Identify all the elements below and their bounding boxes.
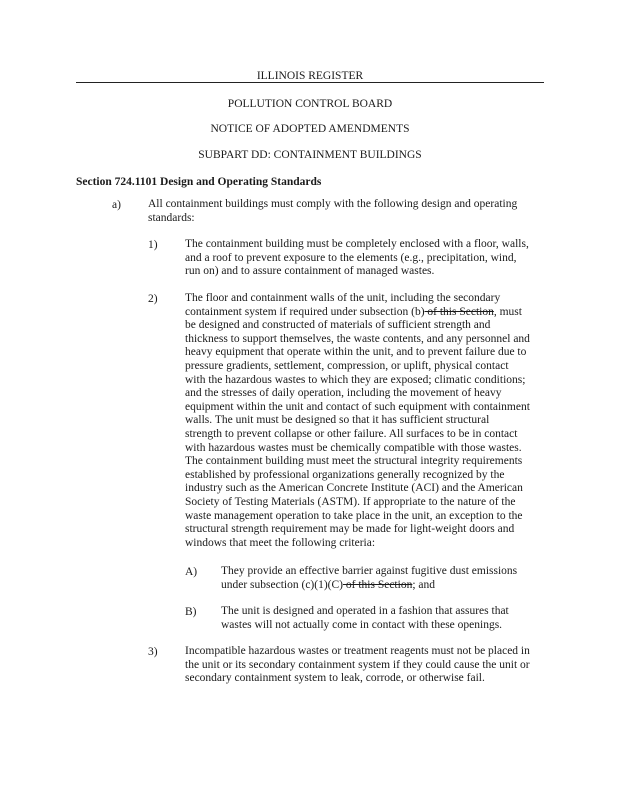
item-A-label: A) xyxy=(185,566,198,578)
text-line: be designed and constructed of materials of sufficient strength and xyxy=(185,319,491,332)
text-line: They provide an effective barrier against fugitive dust emissions xyxy=(221,565,518,577)
item-3-label: 3) xyxy=(148,646,158,658)
text-line: run on) and to assure containment of managed wastes. xyxy=(185,265,435,278)
text-line: established by professional organizations generally recognized by the xyxy=(185,468,505,481)
item-1-text xyxy=(185,238,547,279)
text-line: waste management operation to take place in the unit, an exception to the xyxy=(185,509,523,522)
text-line: with hazardous wastes must be chemically compatible with those wastes. xyxy=(185,441,522,454)
text-line: The containment building must be completely enclosed with a floor, walls, xyxy=(185,238,529,250)
text-line: windows that meet the following criteria: xyxy=(185,536,376,549)
header-rule xyxy=(76,82,544,83)
text-line: The containment building must meet the structural integrity requirements xyxy=(185,455,523,468)
subsection-a-text xyxy=(148,198,528,225)
text-line: equipment within the unit and contact of such equipment with containment xyxy=(185,400,530,413)
text-line: pressure gradients, settlement, compression, or uplift, physical contact xyxy=(185,359,509,372)
text-line: and a roof to prevent exposure to the elements (e.g., precipitation, wind, xyxy=(185,251,517,264)
struck-text: of this Section xyxy=(424,305,494,318)
subsection-a-label: a) xyxy=(112,199,121,211)
board-name: POLLUTION CONTROL BOARD xyxy=(227,98,393,110)
text-line: with the hazardous wastes to which they are exposed; climatic conditions; xyxy=(185,373,526,386)
item-B-label: B) xyxy=(185,606,197,618)
text-line: standards: xyxy=(148,211,195,224)
text-line: The floor and containment walls of the unit, including the secondary xyxy=(185,292,501,304)
text-line: secondary containment system to leak, corrode, or otherwise fail. xyxy=(185,672,485,685)
text-line: structural strength requirement may be made for light-weight doors and xyxy=(185,523,515,536)
register-header: ILLINOIS REGISTER xyxy=(256,70,364,82)
text-line: heavy equipment that operate within the unit, and to prevent failure due to xyxy=(185,346,527,359)
item-2-label: 2) xyxy=(148,293,158,305)
text-line: strength to prevent collapse or other failure. All surfaces to be in contact xyxy=(185,427,518,440)
notice-title: NOTICE OF ADOPTED AMENDMENTS xyxy=(210,123,410,135)
text-fragment: ; and xyxy=(412,578,436,591)
item-A-text xyxy=(221,565,541,592)
text-line: The unit is designed and operated in a fashion that assures that xyxy=(221,605,509,617)
text-line: and the stresses of daily operation, including the movement of heavy xyxy=(185,387,502,400)
text-line: All containment buildings must comply with the following design and operating xyxy=(148,198,518,210)
subpart-title: SUBPART DD: CONTAINMENT BUILDINGS xyxy=(198,149,422,161)
item-B-text xyxy=(221,605,541,632)
text-line: Incompatible hazardous wastes or treatment reagents must not be placed in xyxy=(185,645,530,657)
text-fragment: , must xyxy=(493,305,522,318)
text-line: wastes will not actually come in contact with these openings. xyxy=(221,618,503,631)
text-fragment: under subsection (c)(1)(C) xyxy=(221,578,343,591)
text-line xyxy=(185,306,547,320)
text-line: walls. The unit must be designed so that it has sufficient structural xyxy=(185,414,490,427)
text-line: thickness to support themselves, the waste contents, and any personnel and xyxy=(185,332,530,345)
text-fragment: containment system if required under subsection (b) xyxy=(185,305,425,318)
text-line: Society of Testing Materials (ASTM). If appropriate to the nature of the xyxy=(185,495,516,508)
section-title: Section 724.1101 Design and Operating Standards xyxy=(76,176,322,188)
item-3-text xyxy=(185,645,547,686)
item-2-text xyxy=(185,292,547,550)
item-1-label: 1) xyxy=(148,239,158,251)
text-line: industry such as the American Concrete Institute (ACI) and the American xyxy=(185,482,523,495)
text-line: the unit or its secondary containment system if they could cause the unit or xyxy=(185,658,530,671)
text-line xyxy=(221,579,541,593)
struck-text: of this Section xyxy=(343,578,413,591)
